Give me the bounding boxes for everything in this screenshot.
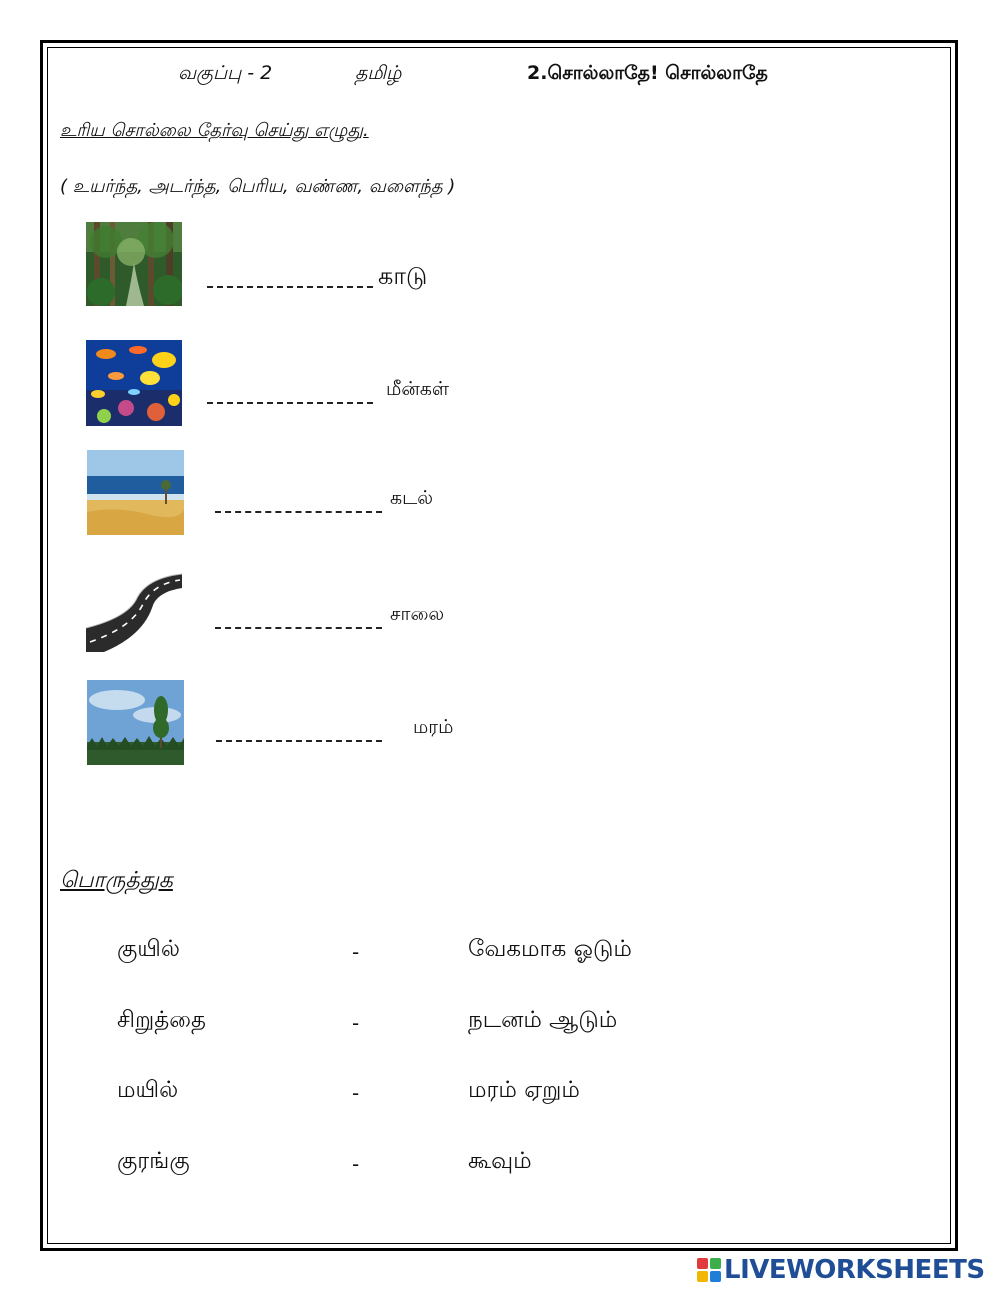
answer-input-2[interactable] — [207, 376, 377, 404]
answer-input-4[interactable] — [215, 601, 386, 629]
item-word-2: மீன்கள் — [386, 378, 450, 400]
answer-input-1[interactable] — [207, 260, 377, 288]
match-right-4[interactable]: கூவும் — [468, 1148, 532, 1174]
word-choices: ( உயர்ந்த, அடர்ந்த, பெரிய, வண்ண, வளைந்த ) — [60, 176, 456, 197]
item-word-4: சாலை — [390, 603, 445, 625]
match-left-3[interactable]: மயில் — [117, 1077, 179, 1103]
match-separator-2: - — [352, 1011, 360, 1035]
match-separator-1: - — [352, 940, 360, 964]
match-left-2[interactable]: சிறுத்தை — [117, 1007, 206, 1033]
tree-image — [87, 680, 184, 765]
matching-heading: பொருத்துக — [60, 868, 173, 893]
item-word-5: மரம் — [413, 716, 454, 738]
match-left-4[interactable]: குரங்கு — [117, 1148, 190, 1174]
match-separator-3: - — [352, 1081, 360, 1105]
worksheet-title: 2.சொல்லாதே! சொல்லாதே — [527, 62, 768, 84]
match-right-3[interactable]: மரம் ஏறும் — [468, 1077, 580, 1103]
answer-input-5[interactable] — [216, 714, 386, 742]
liveworksheets-icon — [697, 1258, 721, 1282]
subject-label: தமிழ் — [355, 62, 402, 84]
liveworksheets-wordmark: LIVEWORKSHEETS — [724, 1255, 985, 1285]
match-right-1[interactable]: வேகமாக ஓடும் — [468, 936, 632, 962]
match-right-2[interactable]: நடனம் ஆடும் — [468, 1007, 618, 1033]
liveworksheets-logo — [697, 1256, 985, 1284]
worksheet-inner-border — [47, 47, 951, 1244]
answer-input-3[interactable] — [215, 485, 386, 513]
item-word-1: காடு — [378, 262, 428, 290]
match-left-1[interactable]: குயில் — [117, 936, 181, 962]
sea-image — [87, 450, 184, 535]
forest-image — [86, 222, 182, 306]
instruction-text: உரிய சொல்லை தேர்வு செய்து எழுது. — [60, 120, 369, 141]
fish-image — [86, 340, 182, 426]
road-image — [86, 566, 182, 652]
item-word-3: கடல் — [390, 487, 434, 509]
grade-label: வகுப்பு - 2 — [178, 62, 273, 84]
match-separator-4: - — [352, 1152, 360, 1176]
